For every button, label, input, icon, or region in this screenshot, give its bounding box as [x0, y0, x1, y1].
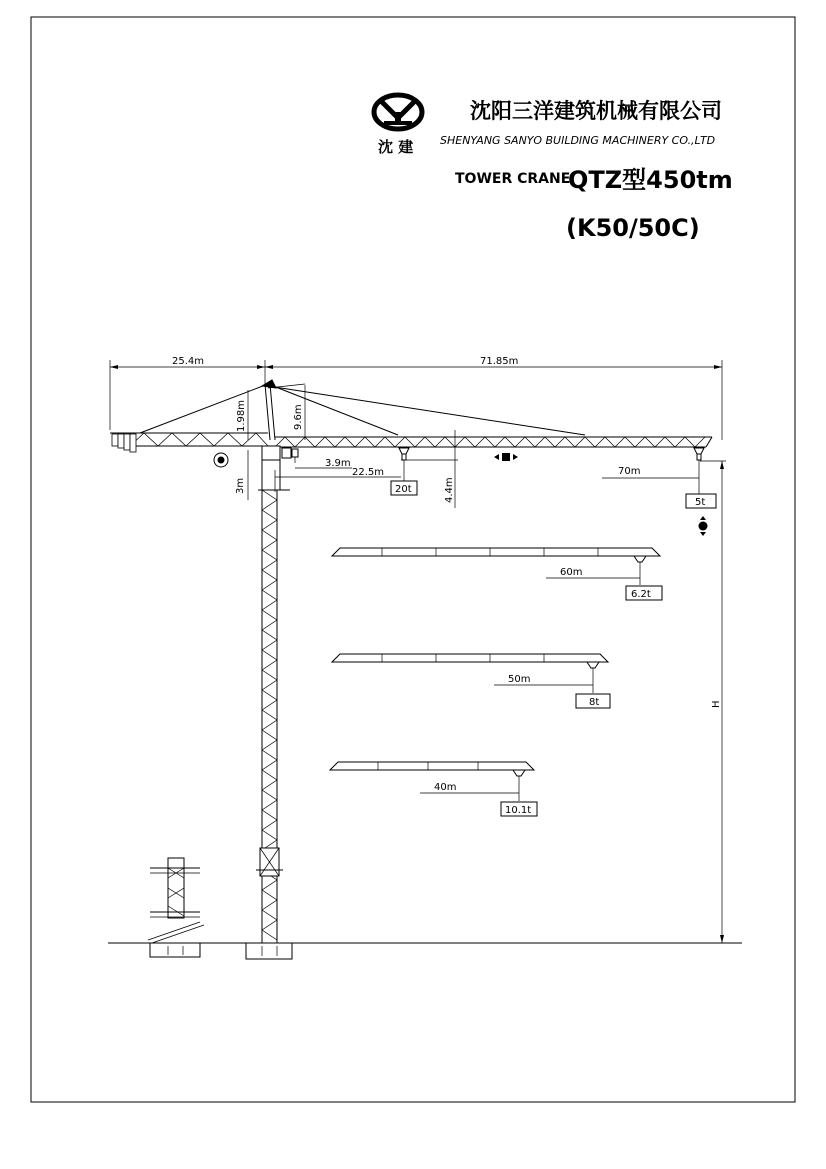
hook-near — [292, 449, 298, 463]
hook-drop: 4.4m — [444, 477, 455, 503]
tip-radius-70: 70m — [618, 466, 641, 477]
tower-head — [140, 380, 585, 440]
head-height-left: 1.98m — [236, 399, 247, 432]
product-variant: (K50/50C) — [566, 214, 700, 242]
trolley-move-icon — [494, 453, 518, 461]
max-load-value: 20t — [395, 484, 412, 495]
tip-radius-50: 50m — [508, 674, 531, 685]
height-label: H — [711, 700, 722, 708]
product-category: TOWER CRANE — [455, 171, 571, 187]
counter-jib-length: 25.4m — [172, 356, 205, 367]
hook-max-load — [399, 448, 409, 484]
base-detail — [148, 858, 204, 957]
max-load-radius: 22.5m — [352, 467, 385, 478]
tip-load-40: 10.1t — [505, 805, 532, 816]
jib-50m — [332, 654, 608, 693]
foundation — [246, 943, 292, 959]
below-jib: 3m — [235, 477, 246, 494]
tip-radius-40: 40m — [434, 782, 457, 793]
jib-40m — [330, 762, 534, 801]
tip-load-60: 6.2t — [631, 589, 651, 600]
jib-length: 71.85m — [480, 356, 519, 367]
hook-tip-70 — [694, 448, 704, 494]
rotate-icon — [214, 453, 228, 467]
tip-load-50: 8t — [589, 697, 600, 708]
tip-load-70: 5t — [695, 497, 706, 508]
company-name-cn: 沈阳三洋建筑机械有限公司 — [470, 99, 722, 123]
tip-radius-60: 60m — [560, 567, 583, 578]
slewing-unit — [258, 446, 291, 490]
jib-60m — [332, 548, 660, 585]
logo-text: 沈 建 — [378, 138, 414, 156]
jib — [275, 437, 712, 447]
mast — [256, 490, 283, 943]
top-dimensions — [110, 360, 722, 440]
counter-jib — [110, 433, 268, 452]
logo-icon — [374, 95, 422, 129]
min-radius: 3.9m — [325, 458, 351, 469]
product-model: QTZ型450tm — [568, 166, 733, 194]
head-height-right: 9.6m — [293, 404, 304, 430]
company-name-en: SHENYANG SANYO BUILDING MACHINERY CO.,LTD — [440, 134, 716, 147]
hoist-move-icon — [699, 516, 708, 536]
